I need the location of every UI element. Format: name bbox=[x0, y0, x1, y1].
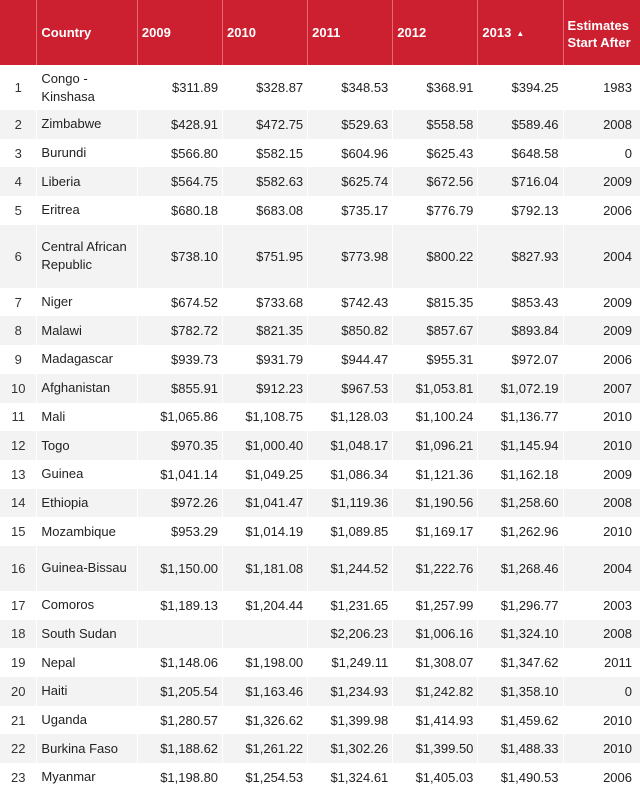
cell-country: Madagascar bbox=[37, 345, 138, 374]
cell-y2010: $1,254.53 bbox=[223, 763, 308, 792]
cell-y2013: $1,136.77 bbox=[478, 403, 563, 432]
cell-y2012: $1,100.24 bbox=[393, 403, 478, 432]
cell-rank: 13 bbox=[0, 460, 37, 489]
cell-y2013: $648.58 bbox=[478, 139, 563, 168]
cell-estimates: 2010 bbox=[563, 734, 640, 763]
header-2009[interactable]: 2009 bbox=[137, 0, 222, 65]
cell-y2012: $672.56 bbox=[393, 167, 478, 196]
cell-estimates: 2008 bbox=[563, 110, 640, 139]
cell-rank: 20 bbox=[0, 677, 37, 706]
cell-y2013: $1,296.77 bbox=[478, 591, 563, 620]
cell-y2009: $855.91 bbox=[137, 374, 222, 403]
cell-y2009: $1,065.86 bbox=[137, 403, 222, 432]
table-row bbox=[0, 677, 640, 706]
cell-y2013: $1,145.94 bbox=[478, 431, 563, 460]
cell-y2011: $604.96 bbox=[308, 139, 393, 168]
cell-country: Burkina Faso bbox=[37, 734, 138, 763]
cell-y2010: $931.79 bbox=[223, 345, 308, 374]
cell-rank: 10 bbox=[0, 374, 37, 403]
cell-y2009: $566.80 bbox=[137, 139, 222, 168]
table-row bbox=[0, 288, 640, 317]
table-body bbox=[0, 65, 640, 792]
cell-country: Togo bbox=[37, 431, 138, 460]
header-estimates-start-after[interactable]: Estimates Start After bbox=[563, 0, 640, 65]
cell-y2010: $1,326.62 bbox=[223, 706, 308, 735]
table-row bbox=[0, 167, 640, 196]
header-2012[interactable]: 2012 bbox=[393, 0, 478, 65]
cell-y2012: $558.58 bbox=[393, 110, 478, 139]
cell-rank: 8 bbox=[0, 316, 37, 345]
cell-y2010: $912.23 bbox=[223, 374, 308, 403]
table-row bbox=[0, 591, 640, 620]
cell-y2012: $776.79 bbox=[393, 196, 478, 225]
cell-y2013: $853.43 bbox=[478, 288, 563, 317]
cell-estimates: 2006 bbox=[603, 351, 632, 367]
header-row bbox=[0, 0, 640, 65]
cell-y2012: $368.91 bbox=[393, 65, 478, 110]
cell-y2012: $1,190.56 bbox=[393, 489, 478, 518]
cell-y2012: $1,222.76 bbox=[393, 546, 478, 591]
cell-rank: 22 bbox=[0, 734, 37, 763]
table-row bbox=[0, 734, 640, 763]
cell-y2009: $428.91 bbox=[137, 110, 222, 139]
cell-rank: 9 bbox=[0, 345, 37, 374]
cell-rank: 6 bbox=[0, 225, 37, 288]
cell-y2013: $792.13 bbox=[478, 196, 563, 225]
cell-y2010: $1,000.40 bbox=[223, 431, 308, 460]
table-row bbox=[0, 225, 640, 288]
cell-y2011: $1,128.03 bbox=[308, 403, 393, 432]
table-row bbox=[0, 65, 640, 110]
cell-y2009: $970.35 bbox=[137, 431, 222, 460]
table-row bbox=[0, 546, 640, 591]
cell-rank: 21 bbox=[0, 706, 37, 735]
cell-rank: 2 bbox=[0, 110, 37, 139]
cell-y2011: $1,399.98 bbox=[308, 706, 393, 735]
cell-y2010: $1,181.08 bbox=[223, 546, 308, 591]
cell-estimates: 2004 bbox=[563, 546, 640, 591]
cell-y2011: $1,089.85 bbox=[308, 517, 393, 546]
cell-country: Guinea bbox=[37, 460, 138, 489]
cell-rank: 7 bbox=[0, 288, 37, 317]
cell-y2009: $1,198.80 bbox=[137, 763, 222, 792]
cell-country: Myanmar bbox=[37, 763, 138, 792]
cell-y2011: $742.43 bbox=[308, 288, 393, 317]
cell-y2009: $1,041.14 bbox=[137, 460, 222, 489]
cell-estimates: 1983 bbox=[603, 80, 632, 95]
cell-y2013: $827.93 bbox=[478, 225, 563, 288]
cell-y2012: $1,308.07 bbox=[393, 648, 478, 677]
cell-y2009: $972.26 bbox=[137, 489, 222, 518]
cell-estimates: 2003 bbox=[603, 597, 632, 613]
cell-y2010 bbox=[223, 620, 308, 649]
cell-estimates: 2006 bbox=[603, 202, 632, 218]
table-row bbox=[0, 403, 640, 432]
cell-country: Afghanistan bbox=[37, 374, 138, 403]
cell-y2011: $1,119.36 bbox=[308, 489, 393, 518]
cell-estimates: 2010 bbox=[603, 712, 632, 728]
cell-y2012: $1,399.50 bbox=[393, 734, 478, 763]
cell-rank: 14 bbox=[0, 489, 37, 518]
cell-y2009: $1,148.06 bbox=[137, 648, 222, 677]
header-2011[interactable]: 2011 bbox=[308, 0, 393, 65]
cell-y2012: $857.67 bbox=[393, 316, 478, 345]
cell-y2013: $716.04 bbox=[478, 167, 563, 196]
cell-y2009: $564.75 bbox=[137, 167, 222, 196]
table-row bbox=[0, 763, 640, 792]
cell-estimates: 2009 bbox=[603, 294, 632, 310]
cell-y2012: $1,096.21 bbox=[393, 431, 478, 460]
cell-y2009: $1,205.54 bbox=[137, 677, 222, 706]
cell-y2013: $972.07 bbox=[478, 345, 563, 374]
cell-y2010: $1,014.19 bbox=[223, 517, 308, 546]
cell-y2012: $1,053.81 bbox=[393, 374, 478, 403]
cell-estimates: 0 bbox=[624, 145, 632, 161]
table-row bbox=[0, 345, 640, 374]
cell-y2013: $1,488.33 bbox=[478, 734, 563, 763]
cell-y2011: $625.74 bbox=[308, 167, 393, 196]
cell-rank: 3 bbox=[0, 139, 37, 168]
cell-y2013: $1,490.53 bbox=[478, 763, 563, 792]
cell-country: Burundi bbox=[37, 139, 138, 168]
table-row bbox=[0, 196, 640, 225]
cell-y2013: $1,324.10 bbox=[478, 620, 563, 649]
cell-estimates: 2009 bbox=[563, 316, 640, 345]
cell-y2012: $800.22 bbox=[393, 225, 478, 288]
cell-estimates: 2010 bbox=[563, 431, 640, 460]
cell-y2011: $348.53 bbox=[308, 65, 393, 110]
cell-country: Uganda bbox=[37, 706, 138, 735]
cell-y2013: $1,459.62 bbox=[478, 706, 563, 735]
cell-y2012: $1,006.16 bbox=[393, 620, 478, 649]
cell-y2010: $1,049.25 bbox=[223, 460, 308, 489]
cell-y2013: $1,262.96 bbox=[478, 517, 563, 546]
cell-country: South Sudan bbox=[37, 620, 138, 649]
cell-rank: 23 bbox=[0, 763, 37, 792]
cell-estimates: 2010 bbox=[603, 524, 632, 540]
cell-y2010: $472.75 bbox=[223, 110, 308, 139]
cell-y2011: $1,048.17 bbox=[308, 431, 393, 460]
table-row bbox=[0, 620, 640, 649]
cell-y2012: $625.43 bbox=[393, 139, 478, 168]
cell-y2010: $1,204.44 bbox=[223, 591, 308, 620]
header-2013-label: 2013 bbox=[482, 25, 512, 40]
cell-estimates: 2004 bbox=[563, 225, 640, 288]
cell-y2011: $2,206.23 bbox=[308, 620, 393, 649]
cell-y2013: $1,358.10 bbox=[478, 677, 563, 706]
cell-y2011: $1,302.26 bbox=[308, 734, 393, 763]
cell-y2010: $1,198.00 bbox=[223, 648, 308, 677]
table-row bbox=[0, 139, 640, 168]
cell-y2013: $1,162.18 bbox=[478, 460, 563, 489]
cell-y2010: $751.95 bbox=[223, 225, 308, 288]
cell-y2012: $1,414.93 bbox=[393, 706, 478, 735]
cell-y2009: $939.73 bbox=[137, 345, 222, 374]
cell-y2009: $1,188.62 bbox=[137, 734, 222, 763]
table-row bbox=[0, 489, 640, 518]
table-row bbox=[0, 431, 640, 460]
cell-estimates: 2011 bbox=[604, 655, 632, 671]
cell-y2011: $529.63 bbox=[308, 110, 393, 139]
cell-y2013: $589.46 bbox=[478, 110, 563, 139]
cell-y2013: $1,258.60 bbox=[478, 489, 563, 518]
header-2010[interactable]: 2010 bbox=[223, 0, 308, 65]
cell-y2011: $1,234.93 bbox=[308, 677, 393, 706]
cell-rank: 16 bbox=[0, 546, 37, 591]
cell-y2009: $1,150.00 bbox=[137, 546, 222, 591]
cell-y2010: $328.87 bbox=[223, 65, 308, 110]
cell-y2011: $1,249.11 bbox=[308, 648, 393, 677]
cell-country: Central African Republic bbox=[37, 225, 138, 288]
cell-y2012: $955.31 bbox=[393, 345, 478, 374]
cell-y2011: $1,244.52 bbox=[308, 546, 393, 591]
cell-y2009: $953.29 bbox=[137, 517, 222, 546]
cell-y2011: $967.53 bbox=[308, 374, 393, 403]
cell-y2009: $1,280.57 bbox=[137, 706, 222, 735]
table-row bbox=[0, 374, 640, 403]
cell-y2012: $1,257.99 bbox=[393, 591, 478, 620]
cell-y2009 bbox=[137, 620, 222, 649]
cell-y2013: $1,268.46 bbox=[478, 546, 563, 591]
cell-y2011: $850.82 bbox=[308, 316, 393, 345]
table-row bbox=[0, 460, 640, 489]
table-row bbox=[0, 706, 640, 735]
table-row bbox=[0, 648, 640, 677]
cell-y2012: $1,405.03 bbox=[393, 763, 478, 792]
cell-y2009: $674.52 bbox=[137, 288, 222, 317]
table-row bbox=[0, 316, 640, 345]
cell-estimates: 2007 bbox=[563, 374, 640, 403]
cell-y2012: $1,169.17 bbox=[393, 517, 478, 546]
cell-country: Malawi bbox=[37, 316, 138, 345]
cell-rank: 1 bbox=[0, 65, 37, 110]
cell-y2013: $1,347.62 bbox=[478, 648, 563, 677]
cell-y2011: $1,231.65 bbox=[308, 591, 393, 620]
table-row bbox=[0, 517, 640, 546]
header-rank bbox=[0, 0, 37, 65]
cell-rank: 15 bbox=[0, 517, 37, 546]
cell-y2010: $821.35 bbox=[223, 316, 308, 345]
cell-rank: 18 bbox=[0, 620, 37, 649]
cell-y2012: $815.35 bbox=[393, 288, 478, 317]
cell-estimates: 2009 bbox=[563, 167, 640, 196]
cell-rank: 5 bbox=[0, 196, 37, 225]
cell-y2009: $782.72 bbox=[137, 316, 222, 345]
header-2013[interactable] bbox=[478, 0, 563, 65]
cell-rank: 11 bbox=[0, 403, 37, 432]
cell-y2013: $394.25 bbox=[478, 65, 563, 110]
cell-y2013: $1,072.19 bbox=[478, 374, 563, 403]
cell-country: Niger bbox=[37, 288, 138, 317]
cell-country: Haiti bbox=[37, 677, 138, 706]
cell-rank: 12 bbox=[0, 431, 37, 460]
cell-country: Guinea-Bissau bbox=[37, 546, 138, 591]
cell-country: Liberia bbox=[37, 167, 138, 196]
cell-y2012: $1,121.36 bbox=[393, 460, 478, 489]
cell-estimates: 2009 bbox=[603, 466, 632, 482]
table-row bbox=[0, 110, 640, 139]
cell-y2012: $1,242.82 bbox=[393, 677, 478, 706]
cell-estimates: 0 bbox=[563, 677, 640, 706]
cell-country: Congo - Kinshasa bbox=[37, 65, 138, 110]
cell-country: Nepal bbox=[37, 648, 138, 677]
cell-y2009: $680.18 bbox=[137, 196, 222, 225]
cell-y2011: $773.98 bbox=[308, 225, 393, 288]
cell-y2010: $683.08 bbox=[223, 196, 308, 225]
cell-rank: 17 bbox=[0, 591, 37, 620]
cell-estimates: 2010 bbox=[603, 409, 632, 425]
cell-rank: 19 bbox=[0, 648, 37, 677]
cell-y2010: $1,108.75 bbox=[223, 403, 308, 432]
cell-country: Zimbabwe bbox=[37, 110, 138, 139]
cell-country: Mozambique bbox=[37, 517, 138, 546]
cell-y2010: $1,163.46 bbox=[223, 677, 308, 706]
cell-y2010: $1,041.47 bbox=[223, 489, 308, 518]
cell-y2010: $582.15 bbox=[223, 139, 308, 168]
cell-y2010: $1,261.22 bbox=[223, 734, 308, 763]
cell-rank: 4 bbox=[0, 167, 37, 196]
cell-estimates: 2008 bbox=[563, 620, 640, 649]
cell-y2009: $1,189.13 bbox=[137, 591, 222, 620]
cell-y2010: $582.63 bbox=[223, 167, 308, 196]
cell-country: Eritrea bbox=[37, 196, 138, 225]
cell-y2011: $1,086.34 bbox=[308, 460, 393, 489]
cell-estimates: 2008 bbox=[563, 489, 640, 518]
cell-country: Ethiopia bbox=[37, 489, 138, 518]
cell-y2013: $893.84 bbox=[478, 316, 563, 345]
table-header bbox=[0, 0, 640, 65]
cell-country: Mali bbox=[37, 403, 138, 432]
cell-y2011: $1,324.61 bbox=[308, 763, 393, 792]
cell-y2011: $735.17 bbox=[308, 196, 393, 225]
cell-y2010: $733.68 bbox=[223, 288, 308, 317]
header-country[interactable]: Country bbox=[37, 0, 138, 65]
cell-y2009: $738.10 bbox=[137, 225, 222, 288]
cell-y2009: $311.89 bbox=[137, 65, 222, 110]
cell-y2011: $944.47 bbox=[308, 345, 393, 374]
cell-country: Comoros bbox=[37, 591, 138, 620]
sort-ascending-icon: ▲ bbox=[516, 29, 525, 38]
cell-estimates: 2006 bbox=[603, 769, 632, 785]
